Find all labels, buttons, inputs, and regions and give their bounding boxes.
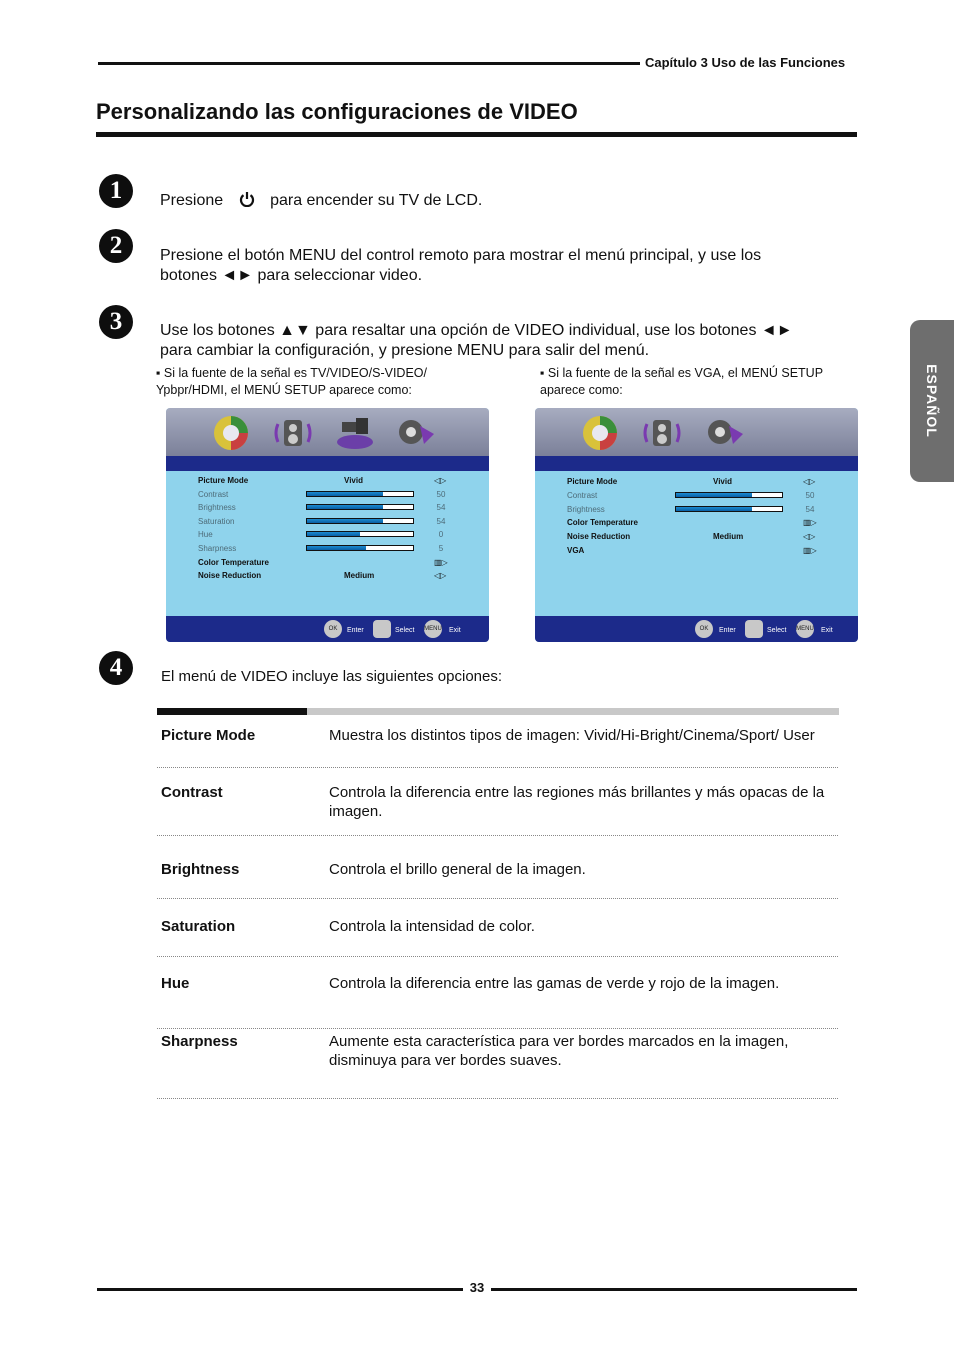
menu-row-slider[interactable] <box>306 504 414 510</box>
slider-fill <box>676 507 752 511</box>
select-button[interactable] <box>373 620 391 638</box>
step-1-text-after: para encender su TV de LCD. <box>270 192 483 209</box>
menu-row-value: 54 <box>436 516 446 526</box>
menu-row-value: 50 <box>805 490 815 500</box>
table-divider <box>157 1098 838 1099</box>
table-divider <box>157 767 838 768</box>
select-button[interactable] <box>745 620 763 638</box>
setup-menu-icon <box>334 412 376 452</box>
table-divider <box>157 956 838 957</box>
option-term-sharpness: Sharpness <box>161 1033 238 1050</box>
step-1-number: 1 <box>99 174 133 208</box>
menu-row[interactable] <box>198 528 448 541</box>
language-tab <box>910 320 954 482</box>
options-menu-icon <box>394 412 436 452</box>
menu-row[interactable] <box>567 516 817 529</box>
menu-row-value: 0 <box>438 530 444 540</box>
menu-footer-bar <box>166 616 489 642</box>
menu-row-slider[interactable] <box>675 506 783 512</box>
menu-row[interactable] <box>198 556 448 569</box>
menu-row-value: 54 <box>805 504 815 514</box>
power-icon <box>238 191 256 207</box>
ok-button[interactable]: OK <box>695 620 713 638</box>
menu-row-label: Noise Reduction <box>198 571 262 581</box>
option-desc-hue: Controla la diferencia entre las gamas de verde y rojo de la imagen. <box>329 975 780 992</box>
menu-row-slider[interactable] <box>306 518 414 524</box>
footer-rule-left <box>97 1288 463 1291</box>
ok-button[interactable]: OK <box>324 620 342 638</box>
enter-label: Enter <box>719 627 736 634</box>
audio-menu-icon <box>272 412 314 452</box>
picture-menu-icon <box>210 412 252 452</box>
menu-row[interactable] <box>198 501 448 514</box>
menu-row-label: Picture Mode <box>567 477 618 486</box>
menu-title-bar <box>535 456 858 471</box>
step-2-number: 2 <box>99 229 133 263</box>
chapter-header: Capítulo 3 Uso de las Funciones <box>645 55 846 70</box>
menu-row-value: 54 <box>436 503 446 513</box>
step-1-text-before: Presione <box>160 192 224 209</box>
table-top-rule-light <box>307 708 839 715</box>
menu-row-value: 5 <box>438 544 444 553</box>
select-label: Select <box>395 627 415 634</box>
menu-row-selection: Medium <box>713 532 744 542</box>
menu-row[interactable] <box>567 544 817 557</box>
menu-row[interactable] <box>198 569 448 582</box>
enter-label: Enter <box>347 627 364 634</box>
slider-fill <box>676 493 752 497</box>
step-3-number: 3 <box>99 305 133 339</box>
menu-row-label: Brightness <box>567 504 605 514</box>
menu-row-label: Brightness <box>198 503 236 513</box>
menu-row-slider[interactable] <box>306 491 414 497</box>
menu-row[interactable] <box>567 489 817 502</box>
step-2-text: Presione el botón MENU del control remoto para mostrar el menú principal, y use los botones ◄► para seleccionar video. <box>160 247 762 284</box>
table-divider <box>157 1028 838 1029</box>
table-divider <box>157 898 838 899</box>
page-number: 33 <box>469 1280 485 1295</box>
tv-menu-right <box>535 408 858 642</box>
option-desc-contrast: Controla la diferencia entre las regiones más brillantes y más opacas de la imagen. <box>329 784 825 820</box>
slider-fill <box>307 505 383 509</box>
option-term-contrast: Contrast <box>161 784 223 801</box>
option-desc-brightness: Controla el brillo general de la imagen. <box>329 861 586 878</box>
slider-fill <box>307 532 360 536</box>
slider-fill <box>307 546 366 550</box>
menu-row-selection: Medium <box>344 571 375 581</box>
menu-button[interactable]: MENU <box>424 620 442 638</box>
option-desc-sharpness: Aumente esta característica para ver bordes marcados en la imagen, disminuya para ver bordes suaves. <box>329 1033 789 1069</box>
menu-row-label: VGA <box>567 546 585 555</box>
menu-title-bar <box>166 456 489 471</box>
menu-row-label: Noise Reduction <box>567 532 631 542</box>
left-right-arrows-icon[interactable]: ◁▷ <box>434 571 447 581</box>
table-divider <box>157 835 838 836</box>
bullet-right: ▪ Si la fuente de la señal es VGA, el MENÚ SETUP aparece como: <box>540 366 823 397</box>
step-4-number: 4 <box>99 651 133 685</box>
step-4-text: El menú de VIDEO incluye las siguientes opciones: <box>161 668 503 685</box>
picture-menu-icon <box>579 412 621 452</box>
options-menu-icon <box>703 412 745 452</box>
table-top-rule-dark <box>157 708 307 715</box>
page-title: Personalizando las configuraciones de VIDEO <box>96 99 578 124</box>
menu-row-slider[interactable] <box>306 545 414 551</box>
menu-footer-bar <box>535 616 858 642</box>
submenu-enter-icon[interactable]: ▥▷ <box>803 546 817 555</box>
left-right-arrows-icon[interactable]: ◁▷ <box>803 532 816 542</box>
left-right-arrows-icon[interactable]: ◁▷ <box>803 477 816 486</box>
menu-row[interactable] <box>198 515 448 528</box>
option-term-hue: Hue <box>161 975 190 992</box>
header-rule <box>98 62 640 65</box>
option-desc-picture-mode: Muestra los distintos tipos de imagen: Vivid/Hi-Bright/Cinema/Sport/ User <box>329 727 815 744</box>
exit-label: Exit <box>821 627 833 634</box>
menu-row-label: Saturation <box>198 516 235 526</box>
menu-row[interactable] <box>198 542 448 555</box>
menu-row[interactable] <box>567 475 817 488</box>
title-rule <box>96 132 857 137</box>
menu-row-slider[interactable] <box>675 492 783 498</box>
bullet-left: ▪ Si la fuente de la señal es TV/VIDEO/S-VIDEO/ Ypbpr/HDMI, el MENÚ SETUP aparece como: <box>156 366 427 397</box>
option-term-saturation: Saturation <box>161 918 236 935</box>
step-3-text: Use los botones ▲▼ para resaltar una opción de VIDEO individual, use los botones ◄► para cambiar la configuración, y presione MENU para salir del menú. <box>160 322 793 359</box>
submenu-enter-icon[interactable]: ▥▷ <box>434 557 448 567</box>
menu-row[interactable] <box>198 474 448 487</box>
exit-label: Exit <box>449 627 461 634</box>
menu-row-selection: Vivid <box>344 476 363 485</box>
step-1-text <box>160 191 482 211</box>
select-label: Select <box>767 627 787 634</box>
slider-fill <box>307 519 383 523</box>
menu-row-label: Hue <box>198 530 213 540</box>
menu-row-selection: Vivid <box>713 477 732 486</box>
menu-row-label: Contrast <box>567 490 598 500</box>
footer-rule-right <box>491 1288 857 1291</box>
menu-row-label: Contrast <box>198 489 229 499</box>
menu-row[interactable] <box>567 503 817 516</box>
left-right-arrows-icon[interactable]: ◁▷ <box>434 476 447 485</box>
slider-fill <box>307 492 383 496</box>
option-term-brightness: Brightness <box>161 861 240 878</box>
menu-row-value: 50 <box>436 489 446 499</box>
language-tab-label: ESPAÑOL <box>924 364 940 438</box>
option-term-picture-mode: Picture Mode <box>161 727 256 744</box>
menu-row[interactable] <box>198 488 448 501</box>
menu-row-label: Picture Mode <box>198 476 249 485</box>
menu-row-label: Color Temperature <box>198 557 269 567</box>
menu-row-label: Color Temperature <box>567 518 638 528</box>
menu-row-slider[interactable] <box>306 531 414 537</box>
submenu-enter-icon[interactable]: ▥▷ <box>803 518 817 528</box>
option-desc-saturation: Controla la intensidad de color. <box>329 918 535 935</box>
menu-button[interactable]: MENU <box>796 620 814 638</box>
menu-row[interactable] <box>567 530 817 543</box>
menu-row-label: Sharpness <box>198 544 237 553</box>
audio-menu-icon <box>641 412 683 452</box>
tv-menu-left <box>166 408 489 642</box>
